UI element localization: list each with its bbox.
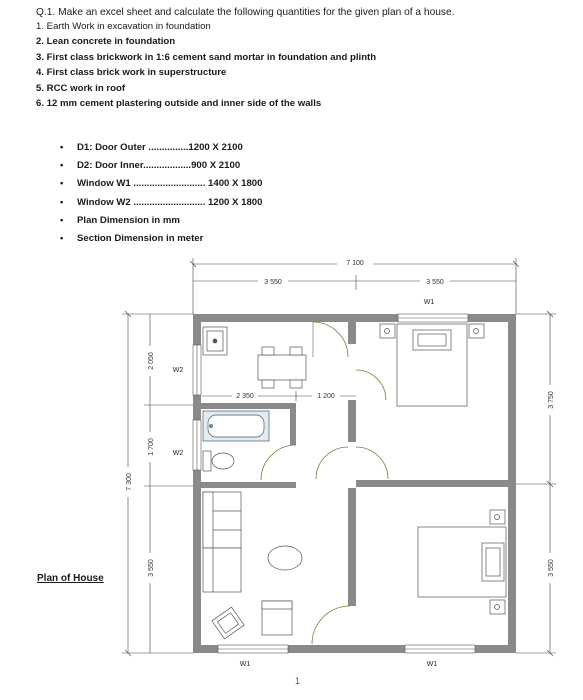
- label-w2-upper: W2: [172, 367, 184, 374]
- dining-table: [258, 347, 306, 388]
- window-w2-upper: [193, 345, 201, 395]
- bullet: •: [60, 142, 64, 153]
- dim-right-top: 3 750: [548, 391, 555, 409]
- bathtub: [203, 411, 269, 441]
- door-corridor-left: [316, 447, 348, 479]
- window-w2-lower: [193, 420, 201, 470]
- label-w1-bottom-right: W1: [426, 661, 438, 668]
- dim-total-height: 7 300: [126, 473, 133, 491]
- door-bath: [261, 445, 296, 480]
- kitchen-sink: [203, 327, 227, 355]
- question-item: 2. Lean concrete in foundation: [36, 36, 176, 48]
- bullet: •: [60, 214, 64, 226]
- window-w1-bottom-right: [405, 645, 475, 653]
- side-chair: [212, 607, 244, 639]
- question-item: 4. First class brick work in superstructure: [36, 67, 227, 79]
- question-item: 6. 12 mm cement plastering outside and inner side of the walls: [36, 98, 322, 110]
- spec-window-w2: Window W2 ........................... 1200 X 1800: [77, 196, 263, 208]
- dim-total-width: 7 100: [346, 260, 364, 267]
- label-w1-bottom-left: W1: [239, 661, 251, 668]
- spec-window-w1: Window W1 ........................... 1400 X 1800: [77, 178, 263, 190]
- dim-left-bottom: 3 550: [148, 559, 155, 577]
- dim-left-mid: 1 700: [148, 438, 155, 456]
- dim-left-width: 3 550: [264, 279, 282, 286]
- bullet: •: [60, 232, 64, 244]
- question-item: 3. First class brickwork in 1:6 cement sand mortar in foundation and plinth: [36, 51, 377, 63]
- sofa: [203, 492, 241, 592]
- bullet: •: [60, 196, 64, 208]
- door-kitchen-top: [313, 322, 348, 357]
- window-w1-top: [398, 314, 468, 322]
- toilet: [203, 451, 234, 471]
- dim-corridor-width: 1 200: [317, 393, 335, 400]
- label-w2-lower: W2: [172, 450, 184, 457]
- bed-top: [380, 324, 484, 406]
- dim-bath-width: 2 350: [236, 393, 254, 400]
- coffee-table: [268, 546, 302, 570]
- question-title: Q.1. Make an excel sheet and calculate the following quantities for the given plan of a house.: [36, 7, 455, 18]
- bullet: •: [60, 178, 64, 190]
- dim-left-top: 2 050: [148, 352, 155, 370]
- page-number: 1: [295, 676, 301, 686]
- label-w1-top: W1: [423, 299, 435, 306]
- question-item: 5. RCC work in roof: [36, 82, 126, 94]
- armchair: [262, 601, 292, 635]
- spec-door-outer: D1: Door Outer ...............1200 X 2100: [77, 142, 243, 153]
- question-item: 1. Earth Work in excavation in foundation: [36, 21, 211, 32]
- door-corridor-right: [356, 447, 388, 479]
- window-w1-bottom-left: [218, 645, 288, 653]
- dim-right-bottom: 3 550: [548, 559, 555, 577]
- door-main-bottom: [312, 606, 350, 644]
- spec-door-inner: D2: Door Inner..................900 X 2100: [77, 160, 241, 172]
- spec-plan-units: Plan Dimension in mm: [77, 214, 180, 226]
- plan-label: Plan of House: [37, 573, 104, 584]
- bullet: •: [60, 160, 64, 172]
- right-dimensions: [516, 311, 556, 656]
- spec-section-units: Section Dimension in meter: [77, 232, 204, 244]
- bed-bottom: [418, 510, 506, 614]
- dim-right-width: 3 550: [426, 279, 444, 286]
- door-bedroom-top: [356, 370, 386, 400]
